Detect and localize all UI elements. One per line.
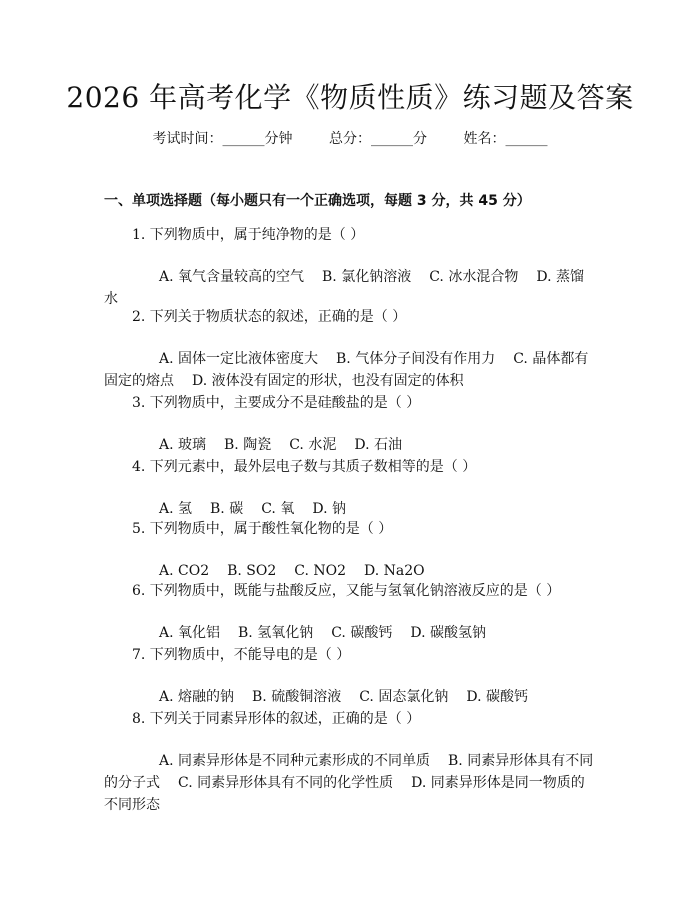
option-text: A. 熔融的钠 bbox=[159, 689, 235, 705]
option-text: C. NO2 bbox=[294, 563, 347, 579]
option-text: A. 氢 bbox=[159, 501, 193, 517]
question-stem: 3. 下列物质中，主要成分不是硅酸盐的是（ ） bbox=[132, 395, 421, 411]
option-text: D. 碳酸氢钠 bbox=[410, 625, 486, 641]
student-name: 姓名：______ bbox=[463, 131, 548, 147]
option-text: C. 水泥 bbox=[289, 437, 337, 453]
exam-time: 考试时间：______分钟 bbox=[152, 131, 293, 147]
option-text: B. 气体分子间没有作用力 bbox=[336, 351, 496, 367]
option-text: A. 玻璃 bbox=[159, 437, 207, 453]
question-stem: 2. 下列关于物质状态的叙述，正确的是（ ） bbox=[132, 309, 407, 325]
question-item bbox=[0, 708, 700, 816]
option-text: D. 同素异形体是同一物质的不同形态 bbox=[104, 775, 585, 813]
question-item bbox=[0, 644, 700, 708]
question-options bbox=[0, 348, 700, 392]
option-text: B. 碳 bbox=[210, 501, 244, 517]
option-text: A. CO2 bbox=[159, 563, 210, 579]
option-text: A. 同素异形体是不同种元素形成的不同单质 bbox=[159, 753, 431, 769]
option-text: C. 固态氯化钠 bbox=[359, 689, 449, 705]
option-text: A. 氧化铝 bbox=[159, 625, 221, 641]
section-heading: 一、单项选择题（每小题只有一个正确选项，每题 3 分，共 45 分） bbox=[104, 193, 531, 209]
option-text: A. 固体一定比液体密度大 bbox=[159, 351, 319, 367]
option-text: A. 氧气含量较高的空气 bbox=[159, 269, 305, 285]
question-stem: 6. 下列物质中，既能与盐酸反应，又能与氢氧化钠溶液反应的是（ ） bbox=[132, 583, 561, 599]
question-stem: 8. 下列关于同素异形体的叙述，正确的是（ ） bbox=[132, 711, 421, 727]
exam-meta bbox=[0, 128, 700, 150]
question-item bbox=[0, 580, 700, 644]
option-text: D. Na2O bbox=[364, 563, 425, 579]
option-text: C. 冰水混合物 bbox=[429, 269, 519, 285]
question-options bbox=[0, 686, 700, 708]
option-text: B. 硫酸铜溶液 bbox=[252, 689, 342, 705]
question-item bbox=[0, 456, 700, 520]
question-item bbox=[0, 224, 700, 310]
option-text: B. 氢氧化钠 bbox=[238, 625, 314, 641]
option-text: C. 同素异形体具有不同的化学性质 bbox=[178, 775, 394, 791]
option-text: B. 同素异形体具有不同的分子式 bbox=[104, 753, 594, 791]
option-text: D. 钠 bbox=[312, 501, 346, 517]
question-stem: 4. 下列元素中，最外层电子数与其质子数相等的是（ ） bbox=[132, 459, 477, 475]
option-text: B. 陶瓷 bbox=[224, 437, 272, 453]
option-text: C. 氧 bbox=[261, 501, 295, 517]
question-item bbox=[0, 306, 700, 392]
option-text: D. 蒸馏水 bbox=[104, 269, 584, 307]
question-options bbox=[0, 434, 700, 456]
question-options bbox=[0, 498, 700, 520]
question-options bbox=[0, 266, 700, 310]
option-text: D. 石油 bbox=[354, 437, 402, 453]
question-options bbox=[0, 622, 700, 644]
exam-score: 总分：______分 bbox=[329, 131, 427, 147]
page-title: 2026 年高考化学《物质性质》练习题及答案 bbox=[66, 81, 634, 114]
question-stem: 5. 下列物质中，属于酸性氧化物的是（ ） bbox=[132, 521, 393, 537]
question-item bbox=[0, 392, 700, 456]
question-item bbox=[0, 518, 700, 582]
question-options bbox=[0, 560, 700, 582]
option-text: D. 碳酸钙 bbox=[466, 689, 528, 705]
option-text: B. SO2 bbox=[227, 563, 277, 579]
option-text: D. 液体没有固定的形状，也没有固定的体积 bbox=[192, 373, 464, 389]
question-stem: 1. 下列物质中，属于纯净物的是（ ） bbox=[132, 227, 365, 243]
option-text: C. 晶体都有固定的熔点 bbox=[104, 351, 589, 389]
question-options bbox=[0, 750, 700, 816]
option-text: B. 氯化钠溶液 bbox=[322, 269, 412, 285]
question-stem: 7. 下列物质中，不能导电的是（ ） bbox=[132, 647, 351, 663]
option-text: C. 碳酸钙 bbox=[331, 625, 393, 641]
